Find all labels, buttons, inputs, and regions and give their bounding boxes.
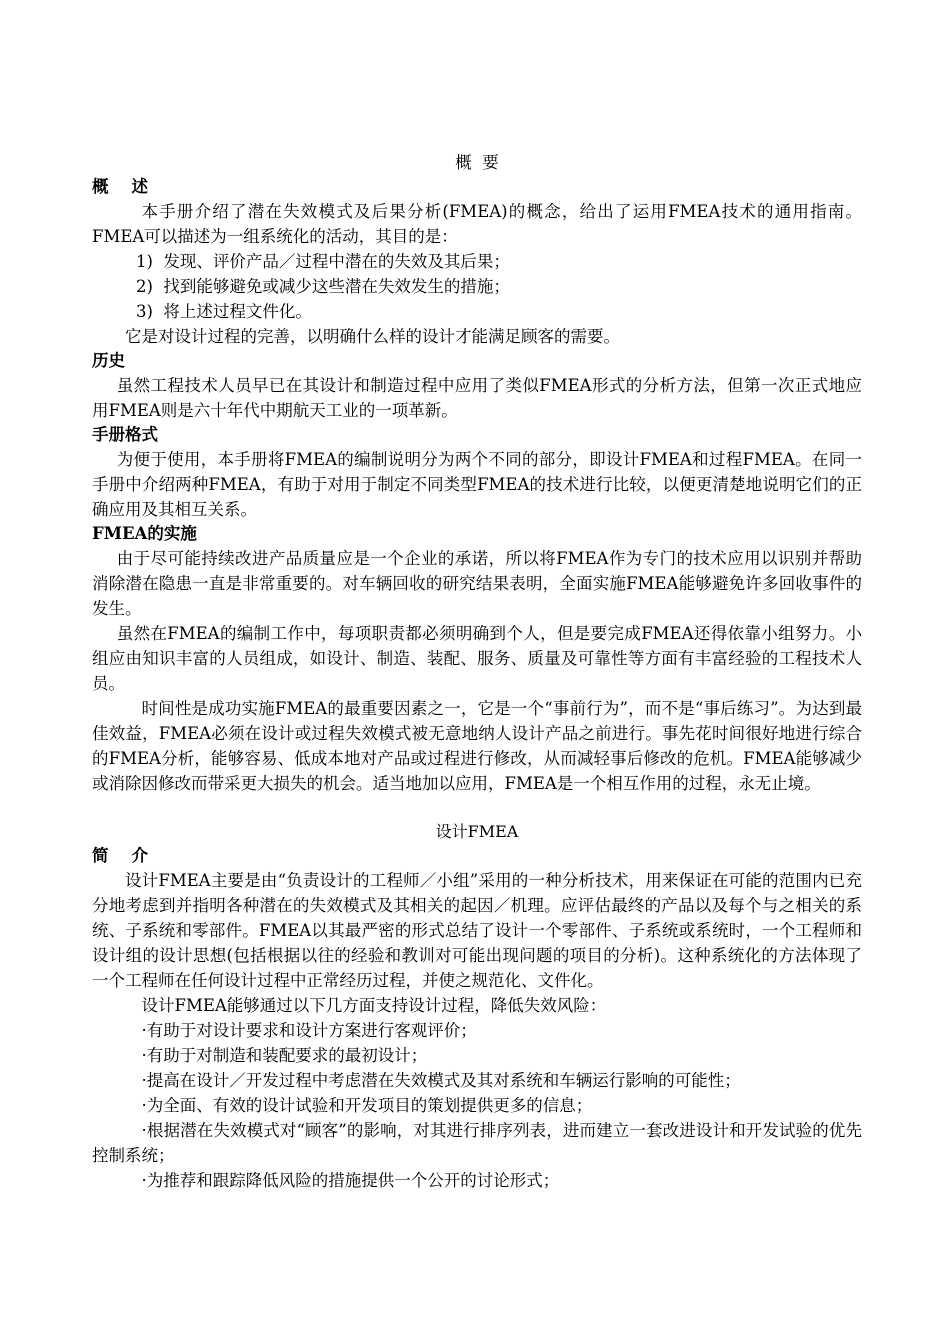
overview-item-1: 1) 发现、评价产品／过程中潜在的失效及其后果； <box>136 252 510 271</box>
implementation-paragraph: 虽然在FMEA的编制工作中，每项职责都必须明确到个人，但是要完成FMEA还得依靠小组努力。小组应由知识丰富的人员组成，如设计、制造、装配、服务、质量及可靠性等方面有丰富经验的工程技术人员。 <box>92 624 862 693</box>
format-heading: 手册格式 <box>92 425 158 444</box>
design-bullet: ·提高在设计／开发过程中考虑潜在失效模式及其对系统和车辆运行影响的可能性； <box>141 1071 741 1090</box>
implementation-paragraph: 时间性是成功实施FMEA的最重要因素之一，它是一个“事前行为”，而不是“事后练习”。为达到最佳效益，FMEA必须在设计或过程失效模式被无意地纳人设计产品之前进行。事先花时间很好地进行综合的FMEA分析，能够容易、低成本地对产品或过程进行修改，从而减轻事后修改的危机。FMEA能够减少或消除因修改而带采更大损失的机会。适当地加以应用，FMEA是一个相互作用的过程，永无止境。 <box>92 699 862 793</box>
design-bullet: ·有助于对设计要求和设计方案进行客观评价； <box>141 1021 477 1040</box>
overview-closing: 它是对设计过程的完善，以明确什么样的设计才能满足顾客的需要。 <box>125 327 620 346</box>
implementation-paragraph: 由于尽可能持续改进产品质量应是一个企业的承诺，所以将FMEA作为专门的技术应用以识别并帮助消除潜在隐患一直是非常重要的。对车辆回收的研究结果表明，全面实施FMEA能够避免许多回收事件的发生。 <box>92 549 862 618</box>
page-title: 概 要 <box>455 153 499 172</box>
overview-item-3: 3) 将上述过程文件化。 <box>136 302 312 321</box>
format-text: 为便于使用，本手册将FMEA的编制说明分为两个不同的部分，即设计FMEA和过程FMEA。在同一手册中介绍两种FMEA，有助于对用于制定不同类型FMEA的技术进行比较，以便更清楚地说明它们的正确应用及其相互关系。 <box>92 450 862 519</box>
design-intro-heading: 简 介 <box>92 846 148 865</box>
history-heading: 历史 <box>92 351 125 370</box>
design-bullet: ·为推荐和跟踪降低风险的措施提供一个公开的讨论形式； <box>141 1171 560 1190</box>
overview-intro: 本手册介绍了潜在失效模式及后果分析(FMEA)的概念，给出了运用FMEA技术的通用指南。FMEA可以描述为一组系统化的活动，其目的是： <box>92 202 862 246</box>
overview-heading: 概 述 <box>92 177 148 196</box>
design-intro-text: 设计FMEA主要是由“负责设计的工程师／小组”采用的一种分析技术，用来保证在可能的范围内已充分地考虑到并指明各种潜在的失效模式及其相关的起因／机理。应评估最终的产品以及每个与之相关的系统、子系统和零部件。FMEA以其最严密的形式总结了设计一个零部件、子系统或系统时，一个工程师和设计组的设计思想(包括根据以往的经验和教训对可能出现问题的项目的分析)。这种系统化的方法体现了一个工程师在任何设计过程中正常经历过程，并使之规范化、文件化。 <box>92 871 862 990</box>
document-page <box>92 150 862 1193</box>
design-bullet: ·有助于对制造和装配要求的最初设计； <box>141 1046 428 1065</box>
design-bullet: ·根据潜在失效模式对“顾客”的影响，对其进行排序列表，进而建立一套改进设计和开发试验的优先控制系统； <box>92 1121 862 1165</box>
design-bullet: ·为全面、有效的设计试验和开发项目的策划提供更多的信息； <box>141 1096 593 1115</box>
implementation-heading: FMEA的实施 <box>92 524 197 543</box>
design-fmea-title: 设计FMEA <box>435 822 519 841</box>
design-support-text: 设计FMEA能够通过以下几方面支持设计过程，降低失效风险： <box>141 996 607 1015</box>
history-text: 虽然工程技术人员早已在其设计和制造过程中应用了类似FMEA形式的分析方法，但第一次正式地应用FMEA则是六十年代中期航天工业的一项革新。 <box>92 376 862 420</box>
overview-item-2: 2) 找到能够避免或减少这些潜在失效发生的措施； <box>136 277 510 296</box>
